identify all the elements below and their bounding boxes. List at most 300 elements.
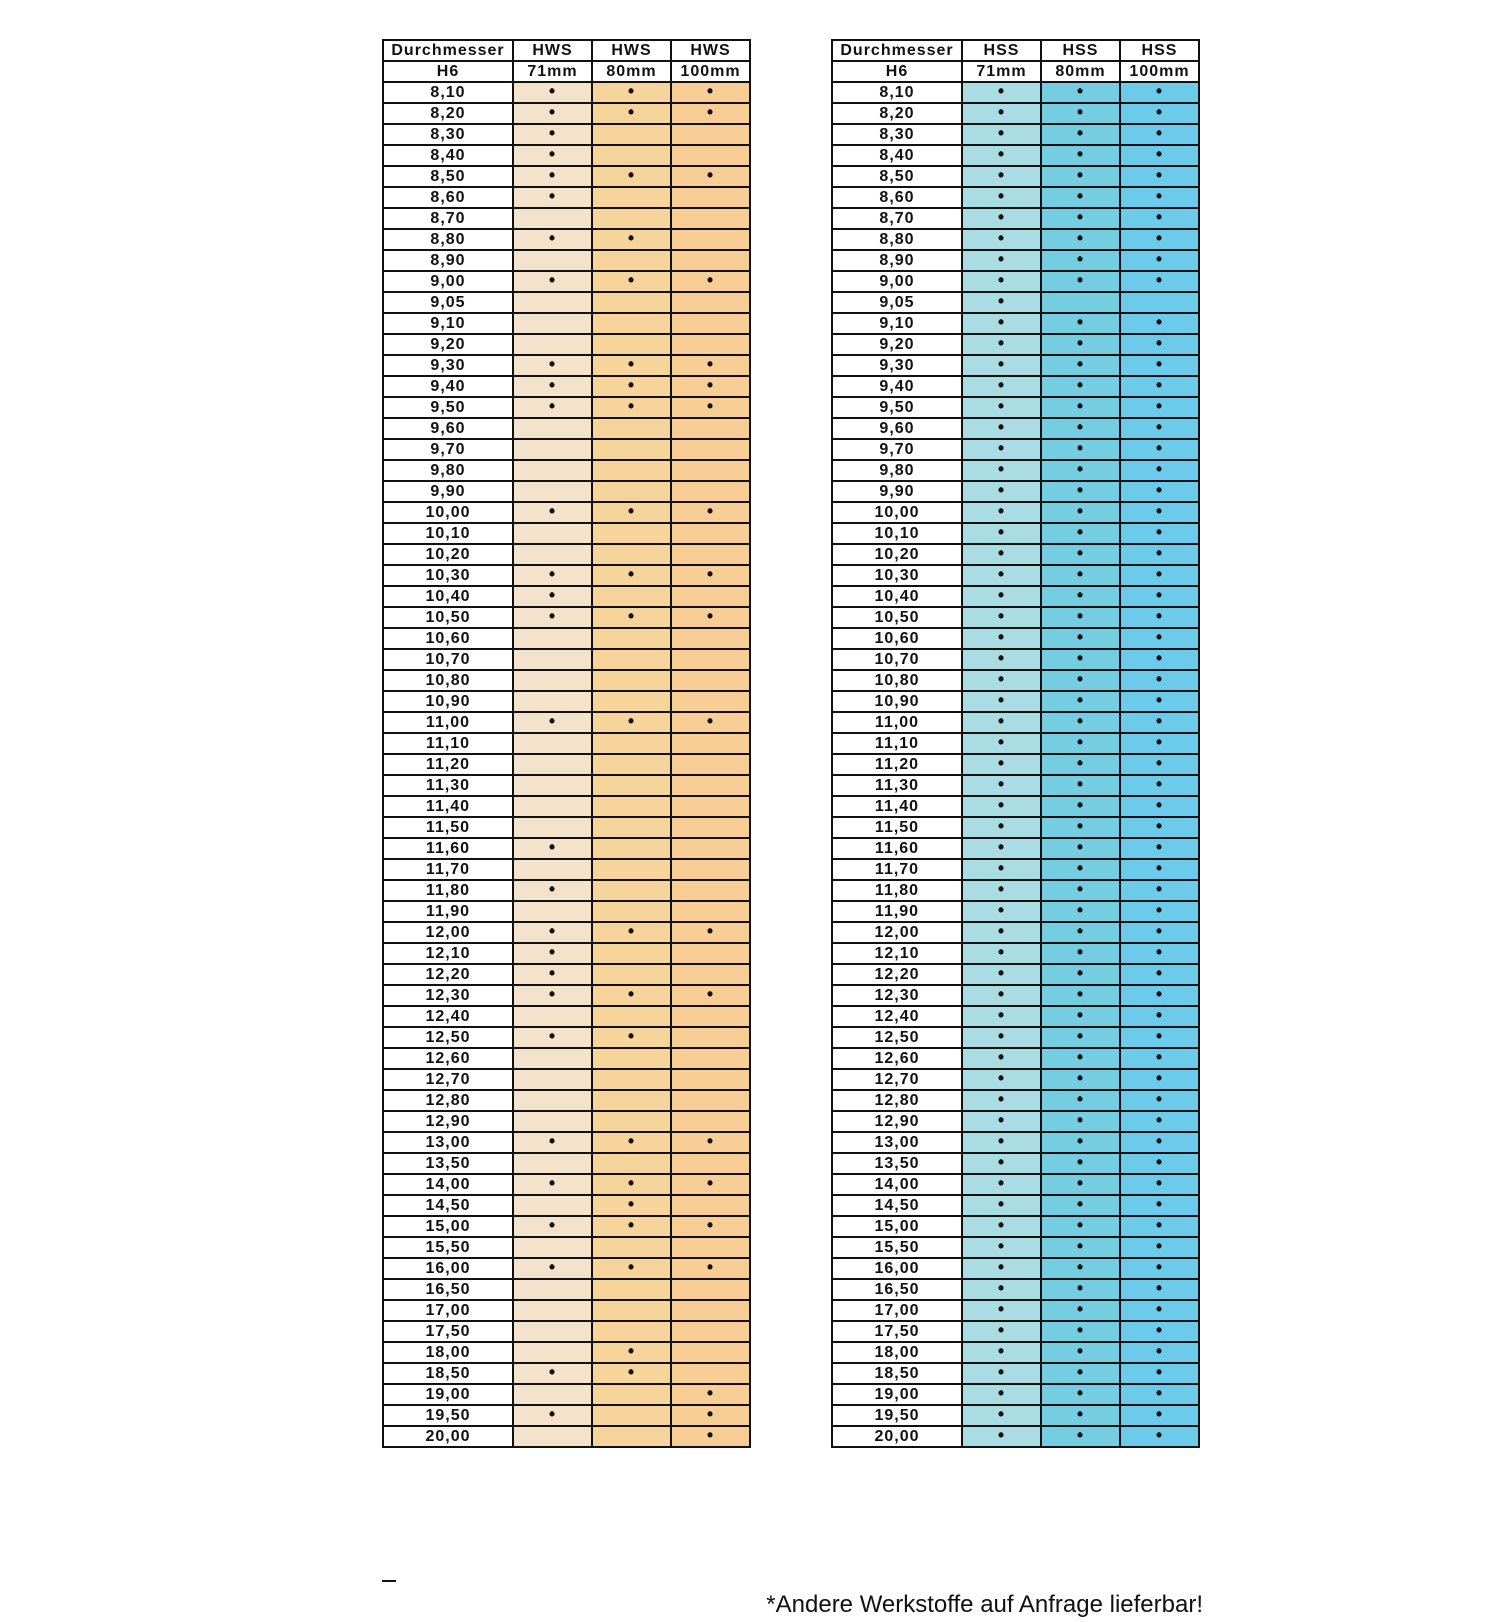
diameter-cell: 11,80 [832, 880, 962, 901]
availability-cell [671, 460, 750, 481]
available-dot: • [1155, 1089, 1164, 1109]
availability-cell [1041, 880, 1120, 901]
availability-cell [962, 691, 1041, 712]
availability-cell [592, 376, 671, 397]
diameter-cell: 11,10 [832, 733, 962, 754]
availability-cell [592, 1384, 671, 1405]
diameter-cell: 10,20 [383, 544, 513, 565]
availability-cell [513, 1048, 592, 1069]
available-dot: • [548, 711, 557, 731]
availability-cell [1120, 817, 1199, 838]
diameter-cell: 9,00 [383, 271, 513, 292]
diameter-cell: 8,60 [383, 187, 513, 208]
availability-cell [962, 376, 1041, 397]
availability-cell [513, 1300, 592, 1321]
diameter-cell: 9,00 [832, 271, 962, 292]
diameter-cell: 15,00 [383, 1216, 513, 1237]
availability-cell [592, 670, 671, 691]
availability-cell [513, 1342, 592, 1363]
availability-cell [513, 733, 592, 754]
diameter-cell: 11,60 [832, 838, 962, 859]
availability-cell [1041, 187, 1120, 208]
diameter-cell: 17,00 [383, 1300, 513, 1321]
available-dot: • [1076, 1173, 1085, 1193]
available-dot: • [1076, 270, 1085, 290]
available-dot: • [997, 1236, 1006, 1256]
availability-cell [671, 712, 750, 733]
diameter-cell: 8,40 [383, 145, 513, 166]
available-dot: • [627, 711, 636, 731]
table-row [832, 754, 1199, 775]
available-dot: • [997, 1026, 1006, 1046]
diameter-cell: 19,00 [832, 1384, 962, 1405]
available-dot: • [1155, 648, 1164, 668]
available-dot: • [1076, 543, 1085, 563]
diameter-cell: 12,00 [832, 922, 962, 943]
header-row-2 [832, 61, 1199, 82]
availability-cell [671, 1132, 750, 1153]
available-dot: • [1076, 732, 1085, 752]
available-dot: • [1155, 963, 1164, 983]
diameter-cell: 11,80 [383, 880, 513, 901]
available-dot: • [1076, 459, 1085, 479]
available-dot: • [1155, 1341, 1164, 1361]
availability-cell [1041, 754, 1120, 775]
available-dot: • [627, 1026, 636, 1046]
table-row [832, 1195, 1199, 1216]
available-dot: • [1076, 375, 1085, 395]
table-row [383, 796, 750, 817]
available-dot: • [548, 270, 557, 290]
table-row [832, 124, 1199, 145]
available-dot: • [706, 1215, 715, 1235]
diameter-cell: 14,00 [383, 1174, 513, 1195]
available-dot: • [997, 585, 1006, 605]
availability-cell [592, 649, 671, 670]
available-dot: • [1155, 1299, 1164, 1319]
table-row [832, 439, 1199, 460]
availability-cell [1041, 1300, 1120, 1321]
table-row [832, 796, 1199, 817]
table-row [832, 1363, 1199, 1384]
availability-cell [671, 397, 750, 418]
availability-cell [1120, 1342, 1199, 1363]
available-dot: • [706, 606, 715, 626]
diameter-cell: 14,50 [383, 1195, 513, 1216]
availability-cell [1041, 922, 1120, 943]
availability-cell [592, 1006, 671, 1027]
table-row [832, 1384, 1199, 1405]
available-dot: • [1076, 1068, 1085, 1088]
availability-cell [1120, 796, 1199, 817]
availability-cell [513, 523, 592, 544]
table-row [383, 1132, 750, 1153]
table-row [832, 859, 1199, 880]
diameter-cell: 8,90 [832, 250, 962, 271]
availability-cell [1041, 796, 1120, 817]
availability-cell [1120, 670, 1199, 691]
table-row [383, 250, 750, 271]
available-dot: • [997, 1173, 1006, 1193]
availability-cell [592, 1153, 671, 1174]
availability-cell [513, 208, 592, 229]
availability-cell [671, 1195, 750, 1216]
availability-cell [962, 859, 1041, 880]
availability-cell [592, 229, 671, 250]
available-dot: • [627, 81, 636, 101]
availability-cell [1120, 1405, 1199, 1426]
diameter-cell: 18,00 [832, 1342, 962, 1363]
availability-cell [962, 1069, 1041, 1090]
availability-cell [962, 103, 1041, 124]
available-dot: • [997, 900, 1006, 920]
availability-cell [513, 82, 592, 103]
available-dot: • [997, 123, 1006, 143]
available-dot: • [1155, 1215, 1164, 1235]
availability-cell [1120, 313, 1199, 334]
diameter-cell: 18,50 [383, 1363, 513, 1384]
availability-cell [1041, 1321, 1120, 1342]
table-row [832, 1279, 1199, 1300]
available-dot: • [997, 795, 1006, 815]
availability-cell [1041, 901, 1120, 922]
availability-cell [513, 964, 592, 985]
availability-cell [513, 1216, 592, 1237]
availability-cell [592, 418, 671, 439]
available-dot: • [1076, 921, 1085, 941]
availability-cell [671, 103, 750, 124]
availability-cell [592, 502, 671, 523]
table-row [383, 1342, 750, 1363]
availability-cell [671, 1153, 750, 1174]
availability-cell [1041, 1174, 1120, 1195]
availability-cell [1120, 712, 1199, 733]
available-dot: • [548, 1362, 557, 1382]
availability-cell [962, 1006, 1041, 1027]
availability-cell [671, 943, 750, 964]
available-dot: • [548, 165, 557, 185]
availability-cell [1041, 1237, 1120, 1258]
availability-cell [962, 334, 1041, 355]
availability-cell [513, 1279, 592, 1300]
available-dot: • [1155, 165, 1164, 185]
availability-cell [592, 712, 671, 733]
available-dot: • [997, 501, 1006, 521]
diameter-cell: 9,70 [383, 439, 513, 460]
available-dot: • [1155, 438, 1164, 458]
table-row [383, 649, 750, 670]
available-dot: • [1155, 1194, 1164, 1214]
availability-cell [592, 964, 671, 985]
availability-cell [1041, 1405, 1120, 1426]
available-dot: • [1155, 480, 1164, 500]
availability-cell [513, 166, 592, 187]
availability-cell [1120, 838, 1199, 859]
availability-cell [1041, 1258, 1120, 1279]
footnote: *Andere Werkstoffe auf Anfrage lieferbar! [766, 1591, 1203, 1618]
availability-cell [671, 691, 750, 712]
table-row [832, 1174, 1199, 1195]
availability-cell [1120, 334, 1199, 355]
diameter-cell: 19,00 [383, 1384, 513, 1405]
diameter-cell: 10,60 [383, 628, 513, 649]
diameter-cell: 9,50 [383, 397, 513, 418]
available-dot: • [997, 1299, 1006, 1319]
available-dot: • [706, 270, 715, 290]
available-dot: • [1155, 375, 1164, 395]
availability-cell [962, 208, 1041, 229]
header-row-2 [383, 61, 750, 82]
table-row [832, 943, 1199, 964]
availability-cell [592, 1321, 671, 1342]
available-dot: • [1076, 774, 1085, 794]
availability-cell [592, 250, 671, 271]
availability-cell [671, 1174, 750, 1195]
available-dot: • [997, 1278, 1006, 1298]
availability-cell [671, 1300, 750, 1321]
available-dot: • [1155, 627, 1164, 647]
available-dot: • [548, 102, 557, 122]
available-dot: • [997, 732, 1006, 752]
available-dot: • [997, 144, 1006, 164]
availability-cell [962, 796, 1041, 817]
table-row [383, 481, 750, 502]
hss-table-body [832, 82, 1199, 1447]
available-dot: • [1076, 1152, 1085, 1172]
availability-cell [962, 775, 1041, 796]
table-row [832, 1405, 1199, 1426]
availability-cell [513, 901, 592, 922]
availability-cell [962, 271, 1041, 292]
availability-cell [671, 1342, 750, 1363]
availability-cell [1120, 1426, 1199, 1447]
availability-cell [513, 544, 592, 565]
diameter-cell: 11,70 [383, 859, 513, 880]
available-dot: • [1076, 81, 1085, 101]
availability-cell [962, 922, 1041, 943]
table-row [383, 1069, 750, 1090]
availability-cell [513, 691, 592, 712]
availability-cell [671, 649, 750, 670]
available-dot: • [1155, 900, 1164, 920]
table-row [383, 1426, 750, 1447]
table-row [832, 1258, 1199, 1279]
diameter-cell: 9,80 [832, 460, 962, 481]
available-dot: • [706, 564, 715, 584]
availability-cell [671, 880, 750, 901]
availability-cell [962, 1384, 1041, 1405]
table-row [383, 754, 750, 775]
availability-cell [592, 82, 671, 103]
availability-cell [1041, 1006, 1120, 1027]
table-row [832, 628, 1199, 649]
table-row [383, 1279, 750, 1300]
availability-cell [671, 964, 750, 985]
diameter-cell: 10,60 [832, 628, 962, 649]
availability-cell [962, 187, 1041, 208]
diameter-cell: 10,50 [383, 607, 513, 628]
available-dot: • [627, 1257, 636, 1277]
available-dot: • [1155, 1005, 1164, 1025]
availability-cell [513, 1069, 592, 1090]
table-row [832, 271, 1199, 292]
available-dot: • [548, 1257, 557, 1277]
availability-cell [1120, 1321, 1199, 1342]
diameter-cell: 9,90 [383, 481, 513, 502]
available-dot: • [1076, 1404, 1085, 1424]
diameter-cell: 8,90 [383, 250, 513, 271]
table-row [832, 1006, 1199, 1027]
availability-cell [1041, 397, 1120, 418]
availability-cell [1120, 1216, 1199, 1237]
header-material-100: HWS [671, 40, 750, 61]
header-length-71: 71mm [513, 61, 592, 82]
table-row [832, 292, 1199, 313]
available-dot: • [997, 1257, 1006, 1277]
table-row [383, 1027, 750, 1048]
available-dot: • [997, 879, 1006, 899]
available-dot: • [997, 1341, 1006, 1361]
diameter-cell: 8,70 [383, 208, 513, 229]
table-row [383, 1300, 750, 1321]
table-row [832, 103, 1199, 124]
available-dot: • [1076, 753, 1085, 773]
availability-cell [1041, 733, 1120, 754]
available-dot: • [997, 459, 1006, 479]
diameter-cell: 9,10 [383, 313, 513, 334]
availability-cell [592, 859, 671, 880]
table-row [383, 607, 750, 628]
availability-cell [1120, 754, 1199, 775]
table-row [832, 166, 1199, 187]
availability-cell [1120, 1174, 1199, 1195]
diameter-cell: 9,80 [383, 460, 513, 481]
diameter-cell: 12,30 [383, 985, 513, 1006]
diameter-cell: 16,50 [832, 1279, 962, 1300]
diameter-cell: 10,10 [383, 523, 513, 544]
header-diameter: Durchmesser [383, 40, 513, 61]
table-row [832, 313, 1199, 334]
diameter-cell: 9,40 [383, 376, 513, 397]
availability-cell [592, 1300, 671, 1321]
available-dot: • [548, 354, 557, 374]
availability-cell [592, 985, 671, 1006]
availability-cell [592, 313, 671, 334]
availability-cell [513, 565, 592, 586]
diameter-cell: 11,50 [383, 817, 513, 838]
available-dot: • [1155, 1257, 1164, 1277]
availability-cell [1120, 1006, 1199, 1027]
available-dot: • [1076, 1005, 1085, 1025]
table-row [383, 1006, 750, 1027]
available-dot: • [997, 963, 1006, 983]
availability-cell [513, 1153, 592, 1174]
table-row [832, 502, 1199, 523]
availability-cell [592, 523, 671, 544]
available-dot: • [1155, 417, 1164, 437]
availability-cell [1120, 397, 1199, 418]
availability-cell [671, 523, 750, 544]
availability-cell [1041, 1363, 1120, 1384]
available-dot: • [1076, 312, 1085, 332]
availability-cell [513, 838, 592, 859]
diameter-cell: 8,80 [383, 229, 513, 250]
table-row [383, 313, 750, 334]
available-dot: • [1155, 879, 1164, 899]
available-dot: • [1076, 123, 1085, 143]
availability-cell [962, 964, 1041, 985]
available-dot: • [1155, 669, 1164, 689]
diameter-cell: 17,50 [383, 1321, 513, 1342]
table-row [383, 586, 750, 607]
available-dot: • [1076, 648, 1085, 668]
available-dot: • [1155, 333, 1164, 353]
diameter-cell: 10,80 [832, 670, 962, 691]
diameter-cell: 12,50 [383, 1027, 513, 1048]
availability-cell [1120, 103, 1199, 124]
availability-cell [513, 229, 592, 250]
available-dot: • [548, 879, 557, 899]
table-row [832, 565, 1199, 586]
availability-cell [592, 1405, 671, 1426]
availability-cell [592, 1279, 671, 1300]
header-length-100: 100mm [671, 61, 750, 82]
available-dot: • [1155, 543, 1164, 563]
diameter-cell: 8,10 [383, 82, 513, 103]
available-dot: • [1155, 123, 1164, 143]
available-dot: • [1076, 1131, 1085, 1151]
availability-cell [1120, 418, 1199, 439]
header-length-100: 100mm [1120, 61, 1199, 82]
table-row [383, 670, 750, 691]
availability-cell [1120, 901, 1199, 922]
availability-cell [962, 124, 1041, 145]
available-dot: • [1155, 585, 1164, 605]
availability-cell [962, 1300, 1041, 1321]
table-row [832, 1090, 1199, 1111]
diameter-cell: 16,50 [383, 1279, 513, 1300]
availability-cell [962, 166, 1041, 187]
table-row [383, 1258, 750, 1279]
available-dot: • [548, 375, 557, 395]
available-dot: • [997, 417, 1006, 437]
available-dot: • [997, 564, 1006, 584]
availability-cell [1041, 208, 1120, 229]
table-row [383, 565, 750, 586]
available-dot: • [997, 690, 1006, 710]
diameter-cell: 10,70 [383, 649, 513, 670]
diameter-cell: 10,80 [383, 670, 513, 691]
availability-cell [1041, 103, 1120, 124]
header-material-80: HSS [1041, 40, 1120, 61]
table-row [832, 1027, 1199, 1048]
availability-cell [962, 82, 1041, 103]
availability-cell [592, 1342, 671, 1363]
availability-cell [1120, 565, 1199, 586]
available-dot: • [1076, 1341, 1085, 1361]
diameter-cell: 19,50 [832, 1405, 962, 1426]
availability-cell [513, 1006, 592, 1027]
header-row-1 [832, 40, 1199, 61]
available-dot: • [1076, 1047, 1085, 1067]
availability-cell [671, 901, 750, 922]
availability-cell [592, 145, 671, 166]
available-dot: • [997, 480, 1006, 500]
available-dot: • [1076, 1383, 1085, 1403]
available-dot: • [997, 1320, 1006, 1340]
availability-cell [671, 1279, 750, 1300]
available-dot: • [1076, 564, 1085, 584]
